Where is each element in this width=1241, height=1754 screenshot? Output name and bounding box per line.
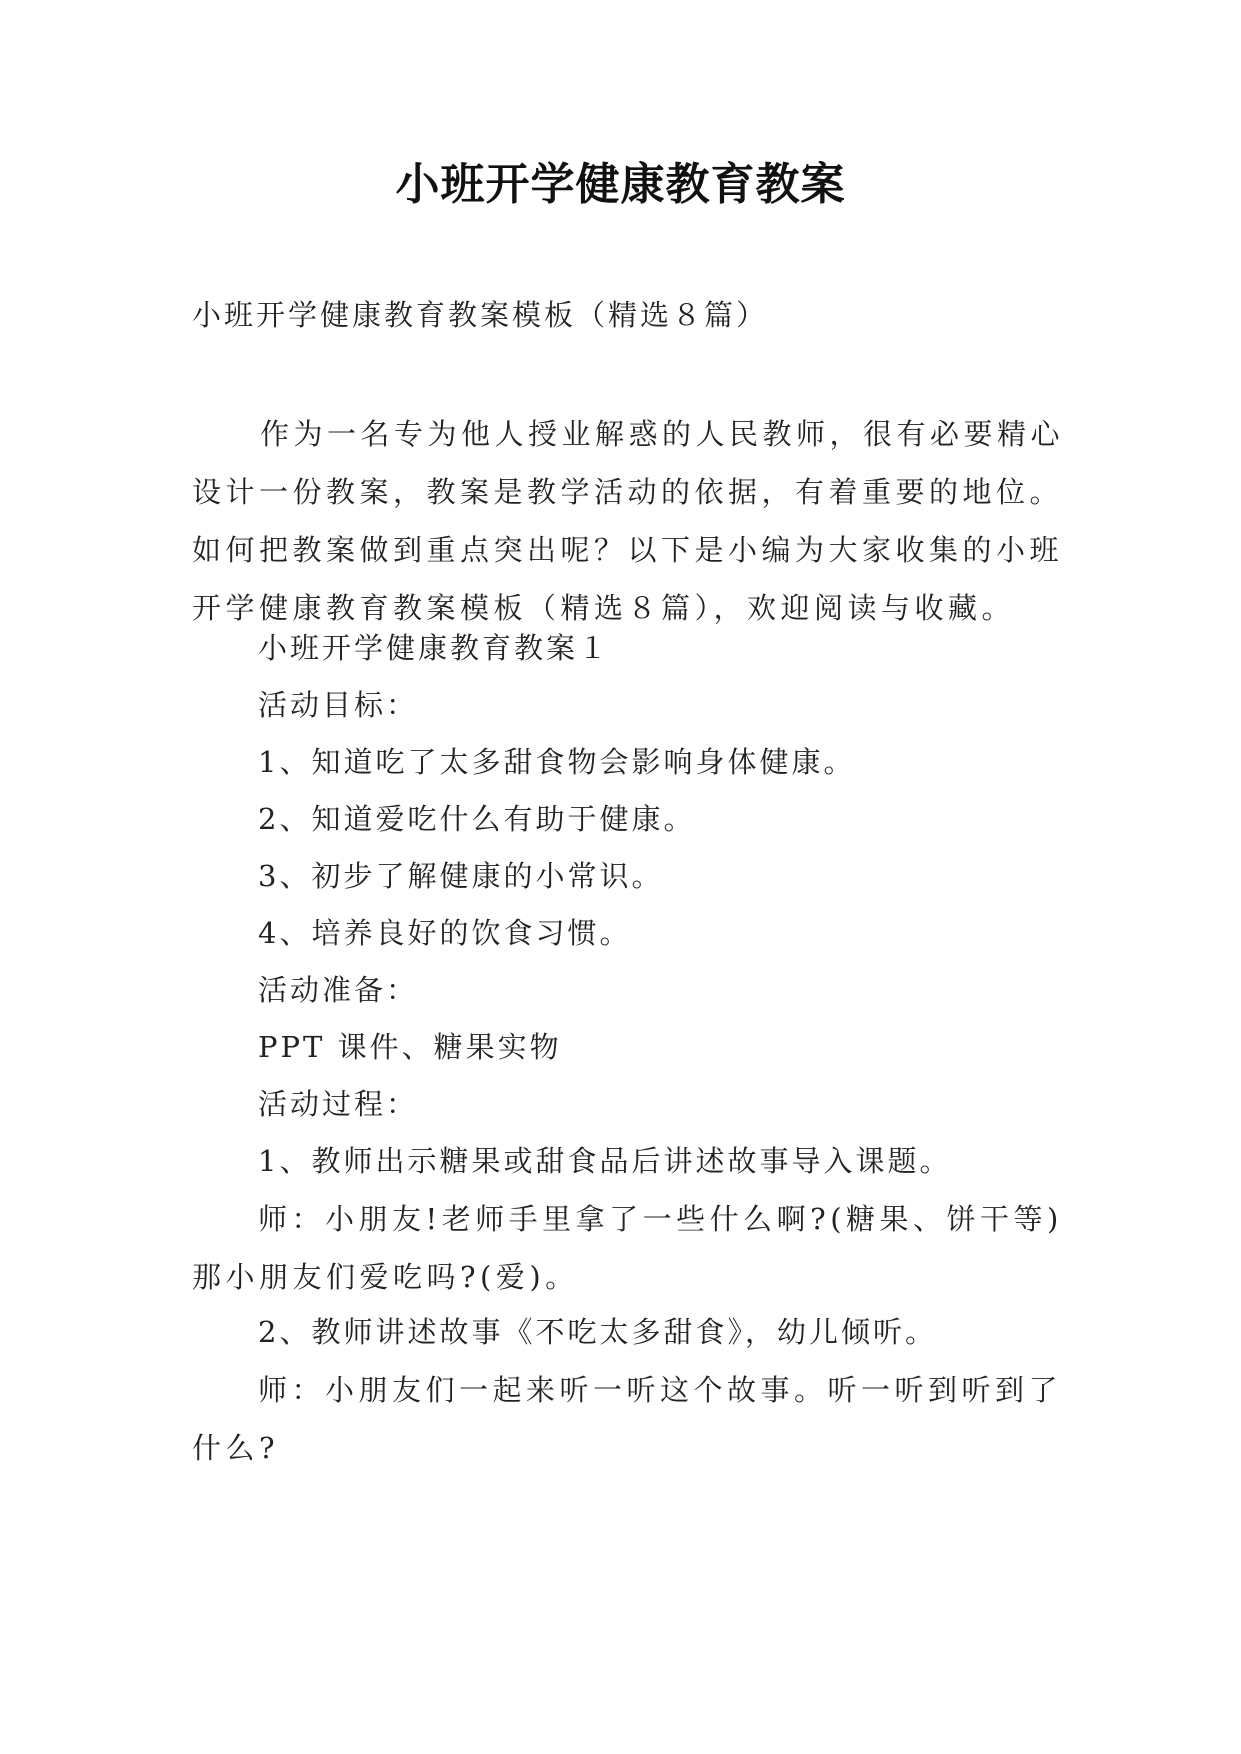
teacher-dialogue: 师：小朋友!老师手里拿了一些什么啊?(糖果、饼干等)那小朋友们爱吃吗?(爱)。 — [192, 1202, 1063, 1294]
process-step: 2、教师讲述故事《不吃太多甜食》，幼儿倾听。 — [258, 1315, 937, 1349]
intro-paragraph: 作为一名专为他人授业解惑的人民教师，很有必要精心设计一份教案，教案是教学活动的依据，有着重要的地位。如何把教案做到重点突出呢？以下是小编为大家收集的小班开学健康教育教案模板（精选８篇），欢迎阅读与收藏。 — [192, 417, 1065, 625]
section-heading: 小班开学健康教育教案１ — [258, 631, 611, 665]
prep-text: PPT 课件、糖果实物 — [258, 1030, 562, 1064]
goals-label: 活动目标： — [258, 688, 419, 722]
goal-item: 2、知道爱吃什么有助于健康。 — [258, 802, 696, 836]
prep-label: 活动准备： — [258, 973, 419, 1007]
goal-item: 3、初步了解健康的小常识。 — [258, 859, 664, 893]
goal-item: 4、培养良好的饮食习惯。 — [258, 916, 632, 950]
process-step: 1、教师出示糖果或甜食品后讲述故事导入课题。 — [258, 1144, 952, 1178]
document-subtitle: 小班开学健康教育教案模板（精选８篇） — [192, 298, 769, 332]
document-title: 小班开学健康教育教案 — [395, 159, 846, 210]
goal-item: 1、知道吃了太多甜食物会影响身体健康。 — [258, 745, 856, 779]
process-label: 活动过程： — [258, 1087, 419, 1121]
teacher-dialogue: 师：小朋友们一起来听一听这个故事。听一听到听到了什么? — [192, 1373, 1063, 1465]
